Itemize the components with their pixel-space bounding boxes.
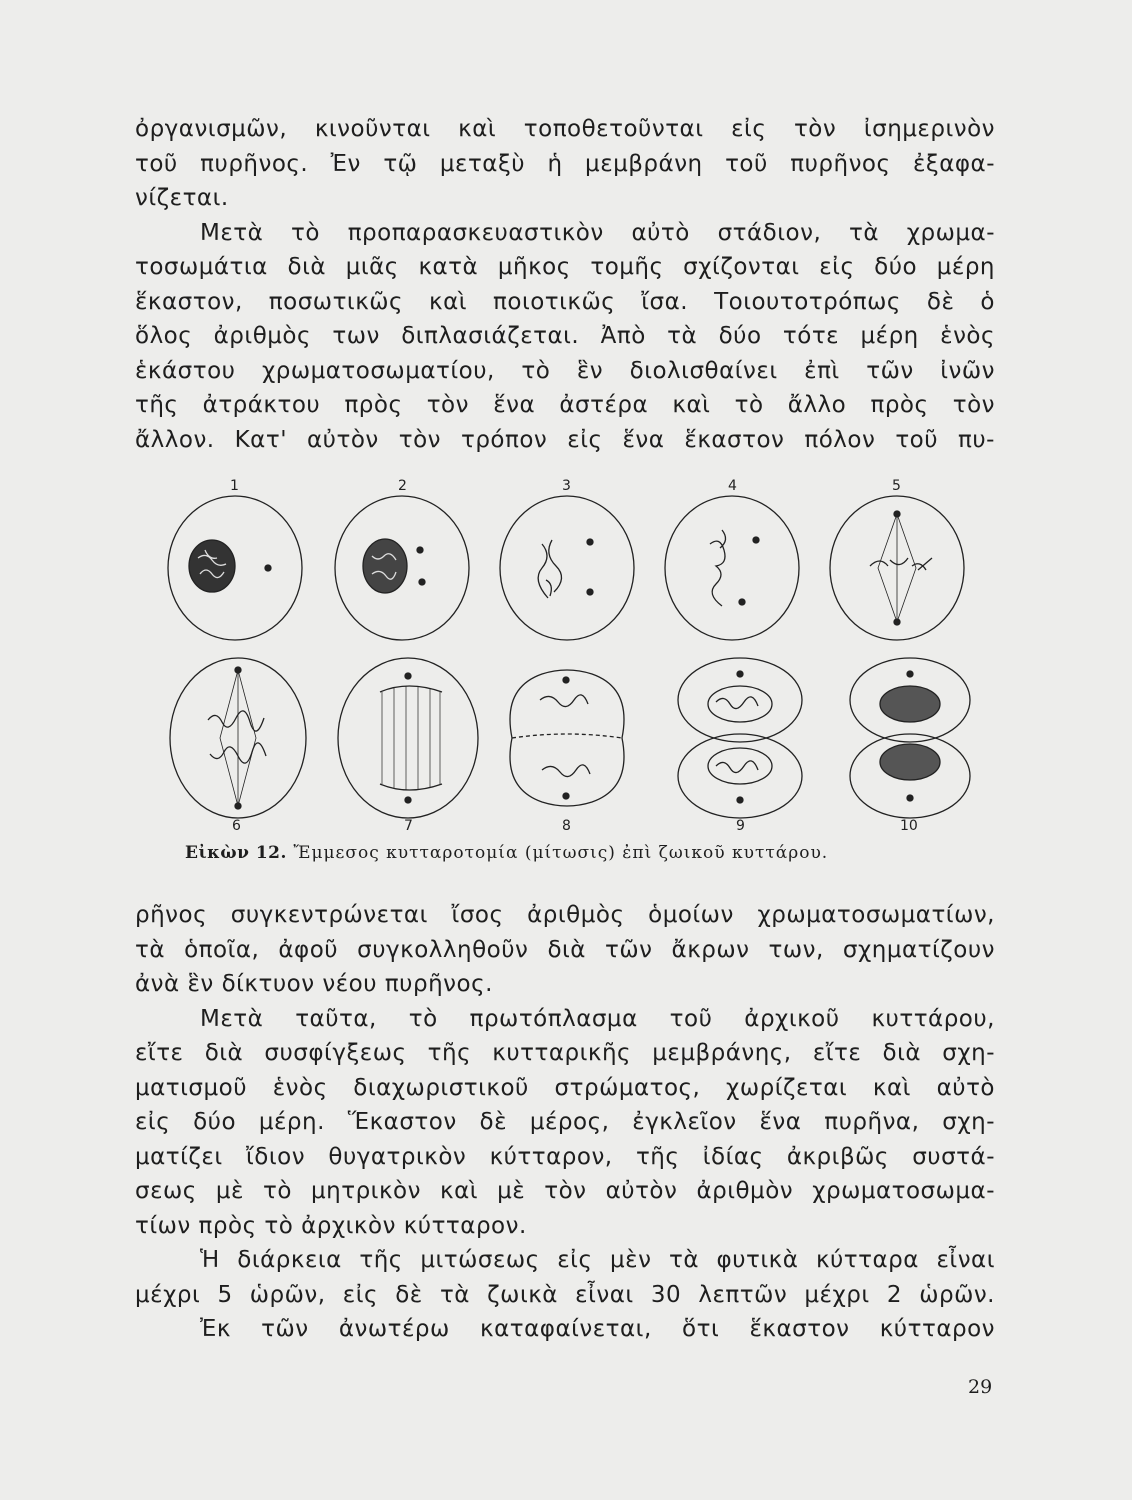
text-line: Ἡ διάρκεια τῆς μιτώσεως εἰς μὲν τὰ φυτικὰ κύτταρα εἶναι <box>200 1247 995 1273</box>
cell-stage-10 <box>850 658 970 818</box>
text-line: νίζεται. <box>135 185 229 211</box>
text-line: ἕκαστον, ποσωτικῶς καὶ ποιοτικῶς ἴσα. Τοιουτοτρόπως δὲ ὁ <box>135 288 995 315</box>
text-line: ματίζει ἴδιον θυγατρικὸν κύτταρον, τῆς ἰδίας ἀκριβῶς συστά- <box>135 1143 995 1170</box>
text-line: Ἐκ τῶν ἀνωτέρω καταφαίνεται, ὅτι ἕκαστον κύτταρον <box>200 1316 995 1342</box>
cell-stage-4 <box>665 496 799 640</box>
cell-stage-3 <box>500 496 634 640</box>
text-line: τίων πρὸς τὸ ἀρχικὸν κύτταρον. <box>135 1212 527 1239</box>
text-line: τοσωμάτια διὰ μιᾶς κατὰ μῆκος τομῆς σχίζονται εἰς δύο μέρη <box>135 254 995 280</box>
figure-caption <box>185 843 945 863</box>
cell-stage-2 <box>335 496 469 640</box>
stage-label: 10 <box>900 818 918 834</box>
text-line: ἀνὰ ἓν δίκτυον νέου πυρῆνος. <box>135 971 493 997</box>
text-line: Μετὰ ταῦτα, τὸ πρωτόπλασμα τοῦ ἀρχικοῦ κυττάρου, <box>200 1005 995 1032</box>
text-line: ὅλος ἀριθμὸς των διπλασιάζεται. Ἀπὸ τὰ δύο τότε μέρη ἑνὸς <box>135 323 995 349</box>
mitosis-figure <box>150 470 990 860</box>
cell-stage-5 <box>830 496 964 640</box>
stage-label: 3 <box>562 478 571 494</box>
cell-stage-1 <box>168 496 302 640</box>
page-number: 29 <box>968 1376 993 1398</box>
text-line: τὰ ὁποῖα, ἀφοῦ συγκολληθοῦν διὰ τῶν ἄκρων των, σχηματίζουν <box>135 936 995 963</box>
paragraph-top <box>135 112 995 457</box>
stage-label: 2 <box>398 478 407 494</box>
paragraph-bottom <box>135 898 995 1347</box>
stage-label: 6 <box>232 818 241 834</box>
text-line: ἑκάστου χρωματοσωματίου, τὸ ἓν διολισθαίνει ἐπὶ τῶν ἰνῶν <box>135 357 995 384</box>
text-line: ὀργανισμῶν, κινοῦνται καὶ τοποθετοῦνται εἰς τὸν ἰσημερινὸν <box>135 116 995 142</box>
text-line: Μετὰ τὸ προπαρασκευαστικὸν αὐτὸ στάδιον, τὰ χρωμα- <box>200 219 995 246</box>
text-line: ματισμοῦ ἑνὸς διαχωριστικοῦ στρώματος, χωρίζεται καὶ αὐτὸ <box>135 1074 995 1101</box>
stage-label: 8 <box>562 818 571 834</box>
stage-label: 5 <box>892 478 901 494</box>
text-line: σεως μὲ τὸ μητρικὸν καὶ μὲ τὸν αὐτὸν ἀριθμὸν χρωματοσωμα- <box>135 1178 995 1204</box>
text-line: ἄλλον. Κατ' αὐτὸν τὸν τρόπον εἰς ἕνα ἕκαστον πόλον τοῦ πυ- <box>135 426 995 453</box>
text-line: μέχρι 5 ὡρῶν, εἰς δὲ τὰ ζωικὰ εἶναι 30 λεπτῶν μέχρι 2 ὡρῶν. <box>135 1281 995 1308</box>
cell-stage-9 <box>678 658 802 818</box>
text-line: τοῦ πυρῆνος. Ἐν τῷ μεταξὺ ἡ μεμβράνη τοῦ πυρῆνος ἐξαφα- <box>135 150 995 177</box>
stage-label: 9 <box>736 818 745 834</box>
text-line: ρῆνος συγκεντρώνεται ἴσος ἀριθμὸς ὁμοίων χρωματοσωματίων, <box>135 902 995 928</box>
text-line: εἴτε διὰ συσφίγξεως τῆς κυτταρικῆς μεμβράνης, εἴτε διὰ σχη- <box>135 1040 995 1066</box>
stage-label: 1 <box>230 478 239 494</box>
caption-text: Ἔμμεσος κυτταροτομία (μίτωσις) ἐπὶ ζωικοῦ κυττάρου. <box>293 843 829 863</box>
text-line: τῆς ἀτράκτου πρὸς τὸν ἕνα ἀστέρα καὶ τὸ ἄλλο πρὸς τὸν <box>135 392 995 418</box>
cell-stage-7 <box>338 658 478 818</box>
text-line: εἰς δύο μέρη. Ἕκαστον δὲ μέρος, ἐγκλεῖον ἕνα πυρῆνα, σχη- <box>135 1109 995 1135</box>
cell-stage-6 <box>170 658 306 818</box>
stage-label: 7 <box>404 818 413 834</box>
caption-label: Εἰκὼν 12. <box>185 843 287 863</box>
cell-stage-8 <box>510 670 624 806</box>
stage-label: 4 <box>728 478 737 494</box>
mitosis-diagram <box>150 470 990 840</box>
